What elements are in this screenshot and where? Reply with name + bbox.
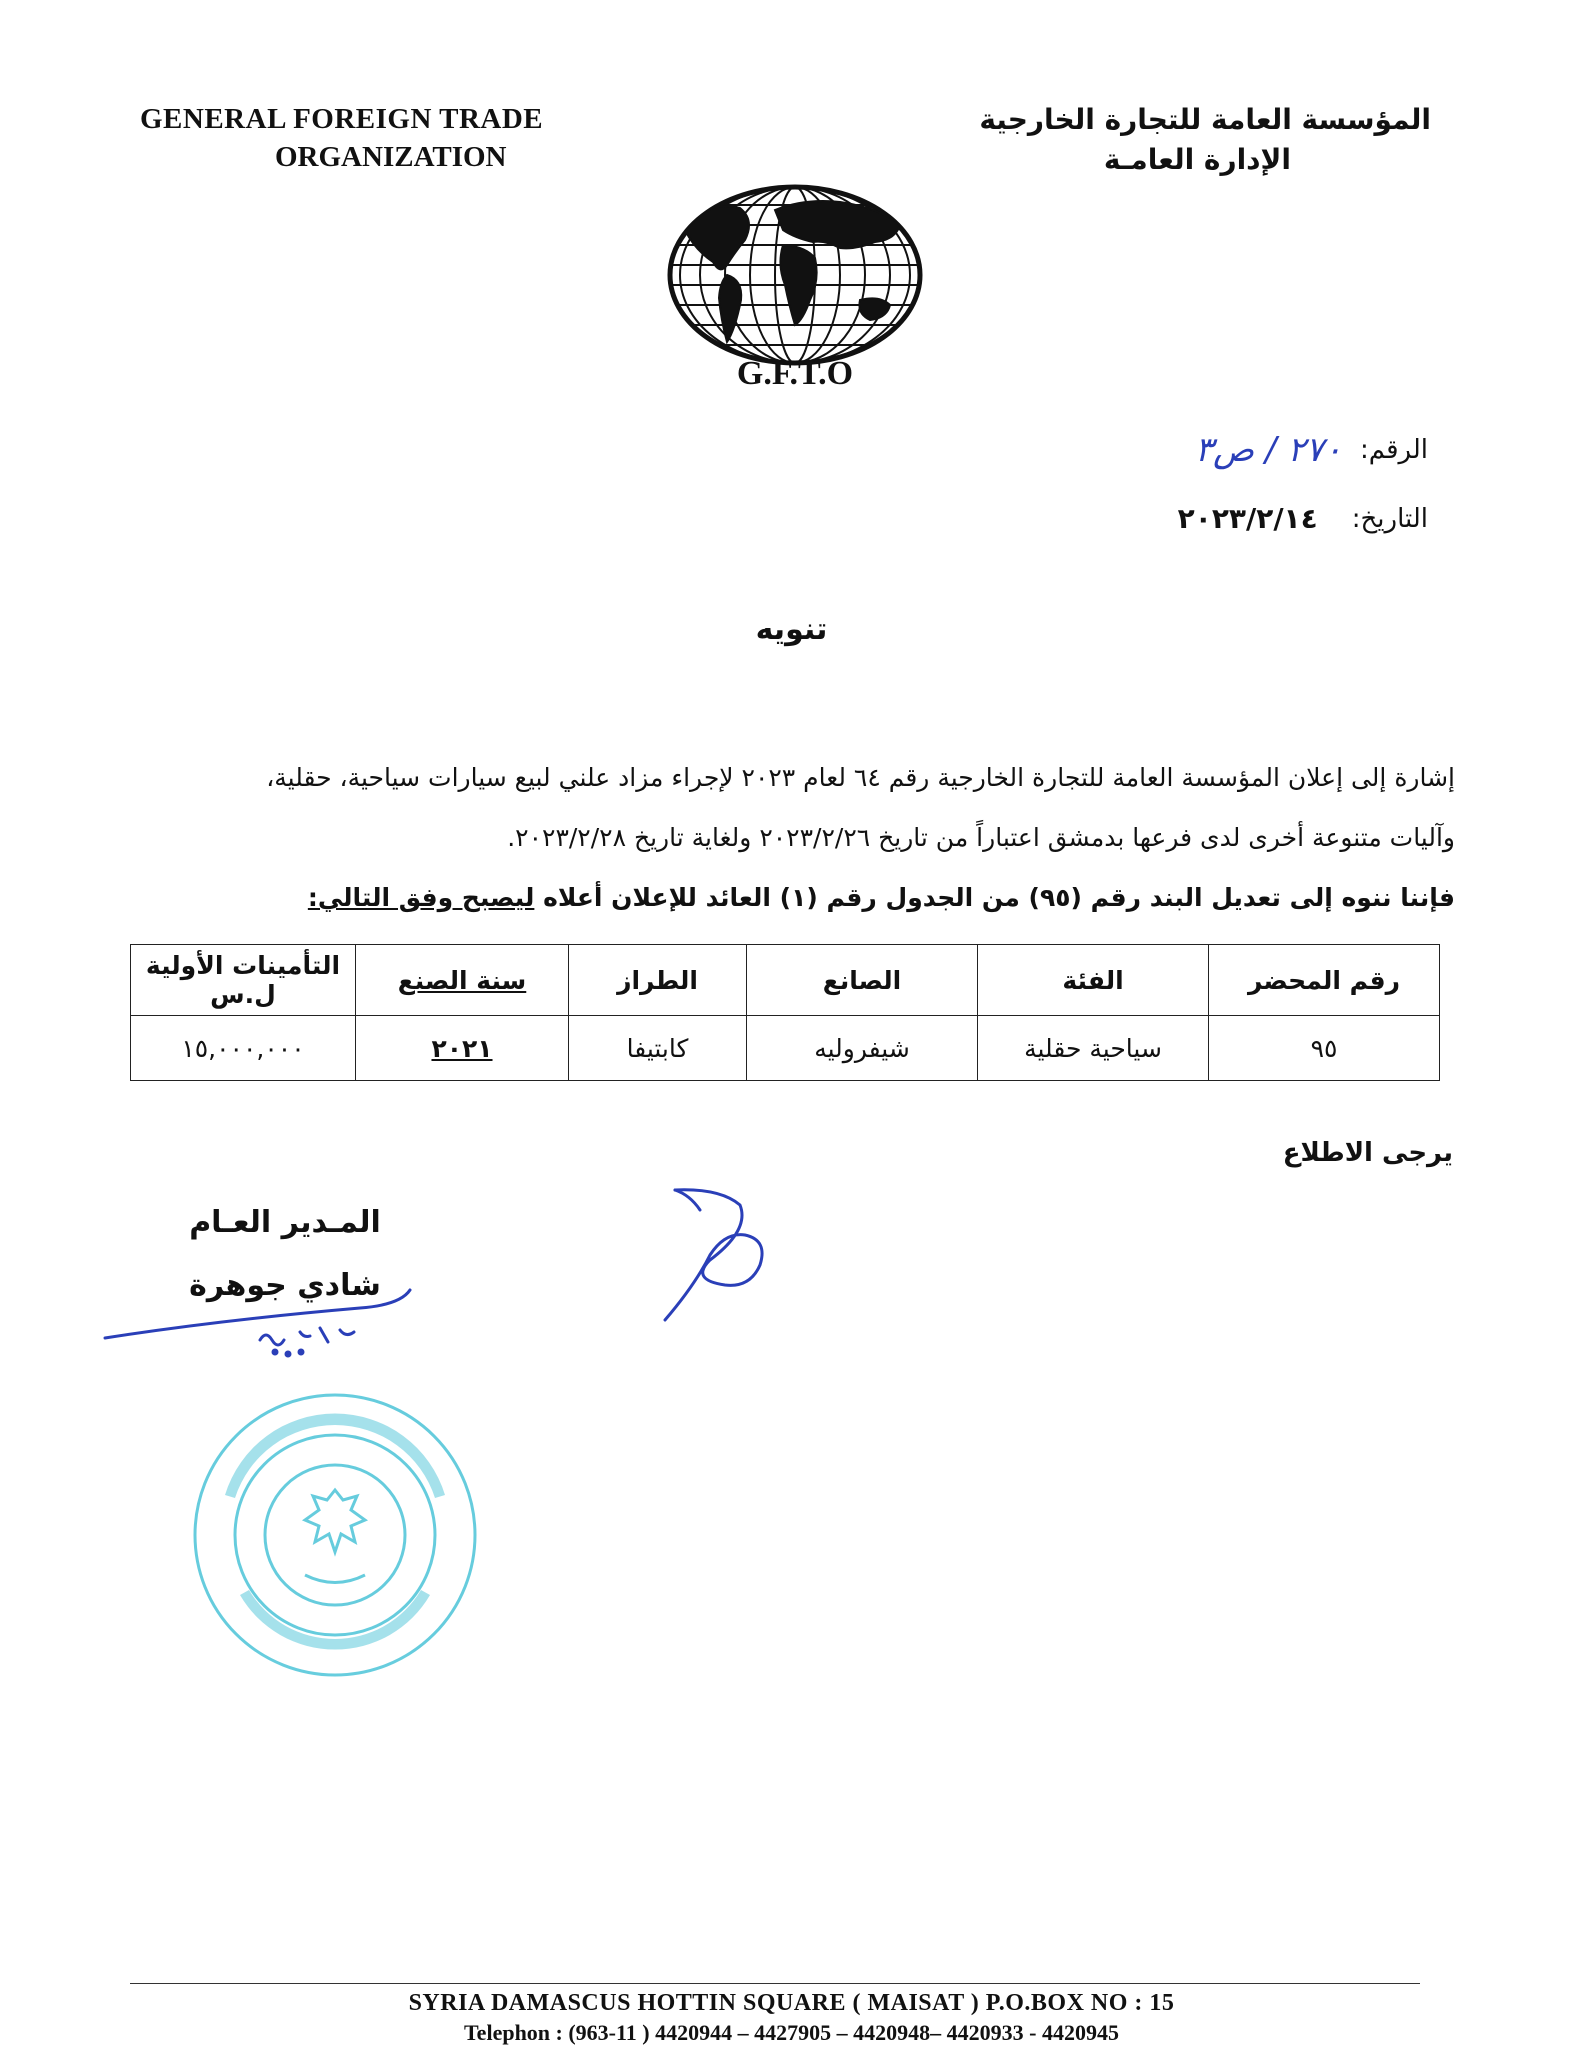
- handwritten-signature-icon: [100, 1170, 780, 1370]
- col-header-year: سنة الصنع: [356, 945, 569, 1016]
- col-header-category: الفئة: [978, 945, 1209, 1016]
- date-label: التاريخ:: [1351, 503, 1428, 534]
- cell-year: ٢٠٢١: [356, 1016, 569, 1081]
- org-name-arabic: [911, 100, 1431, 180]
- globe-logo-icon: [665, 180, 925, 370]
- body-line-3-main: فإننا ننوه إلى تعديل البند رقم (٩٥) من الجدول رقم (١) العائد للإعلان أعلاه: [534, 883, 1455, 912]
- org-name-arabic-line2: الإدارة العامـة: [1103, 143, 1291, 176]
- body-paragraph: [125, 748, 1455, 928]
- cell-category: سياحية حقلية: [978, 1016, 1209, 1081]
- footer-address: SYRIA DAMASCUS HOTTIN SQUARE ( MAISAT ) P.O.BOX NO : 15: [408, 1990, 1175, 2016]
- footer-phone: Telephon : (963-11 ) 4420944 – 4427905 – 4420948– 4420933 - 4420945: [464, 2020, 1119, 2045]
- reference-number: ٢٧٠ / ص٣: [1194, 430, 1343, 470]
- col-header-manufacturer: الصانع: [747, 945, 978, 1016]
- official-stamp-icon: [185, 1385, 485, 1685]
- table-row: [131, 1016, 1440, 1081]
- director-name: شادي جوهرة: [189, 1268, 381, 1303]
- director-title: المـدير العـام: [189, 1205, 381, 1240]
- document-title: تنويه: [755, 612, 828, 647]
- amendment-table: [130, 944, 1440, 1081]
- logo-acronym: G.F.T.O: [736, 355, 854, 392]
- footer-divider: [130, 1983, 1420, 1984]
- col-header-deposit: التأمينات الأولية ل.س: [131, 945, 356, 1016]
- col-header-record-no: رقم المحضر: [1209, 945, 1440, 1016]
- cell-model: كابتيفا: [569, 1016, 747, 1081]
- table-header-row: [131, 945, 1440, 1016]
- body-line-3: [125, 868, 1455, 928]
- date-value: ٢٠٢٣/٢/١٤: [1177, 502, 1318, 535]
- org-name-arabic-line1: المؤسسة العامة للتجارة الخارجية: [979, 103, 1431, 136]
- reference-label: الرقم:: [1360, 435, 1428, 465]
- cell-manufacturer: شيفروليه: [747, 1016, 978, 1081]
- org-name-english: [140, 100, 600, 176]
- body-line-3-underlined: ليصبح وفق التالي:: [307, 883, 535, 912]
- reference-row: [1195, 430, 1428, 470]
- body-line-2: وآليات متنوعة أخرى لدى فرعها بدمشق اعتباراً من تاريخ ٢٠٢٣/٢/٢٦ ولغاية تاريخ ٢٠٢٣/٢/٢٨.: [507, 823, 1455, 852]
- cell-record-no: ٩٥: [1209, 1016, 1440, 1081]
- date-row: [1178, 502, 1428, 535]
- body-line-1: إشارة إلى إعلان المؤسسة العامة للتجارة الخارجية رقم ٦٤ لعام ٢٠٢٣ لإجراء مزاد علني لبيع سيارات سياحية، حقلية،: [266, 763, 1455, 792]
- col-header-model: الطراز: [569, 945, 747, 1016]
- closing-notice: يرجى الاطلاع: [1282, 1138, 1453, 1168]
- cell-deposit: ١٥,٠٠٠,٠٠٠: [131, 1016, 356, 1081]
- org-name-english-line1: GENERAL FOREIGN TRADE: [140, 103, 544, 135]
- org-name-english-line2: ORGANIZATION: [275, 141, 507, 173]
